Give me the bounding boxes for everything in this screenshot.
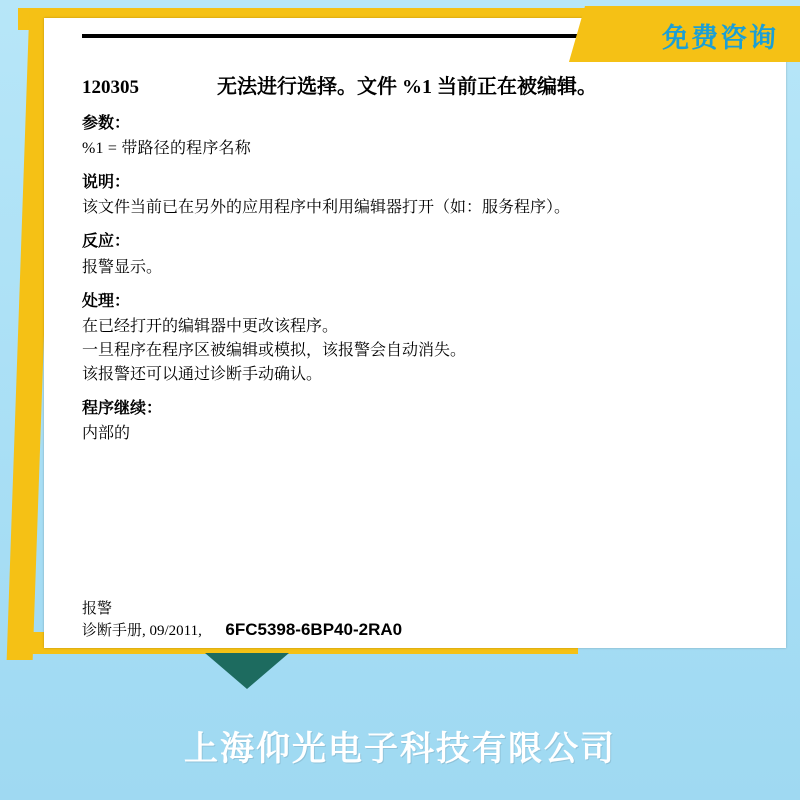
section-label-reaction: 反应： bbox=[82, 233, 131, 251]
section-text-program-continuation-0: 内部的 bbox=[82, 424, 131, 442]
section-text-remedy-0: 在已经打开的编辑器中更改该程序。 bbox=[82, 317, 339, 335]
triangle-accent bbox=[205, 653, 289, 689]
section-label-description: 说明： bbox=[82, 174, 131, 192]
section-text-description-0: 该文件当前已在另外的应用程序中利用编辑器打开（如：服务程序）。 bbox=[82, 199, 571, 217]
section-label-remedy: 处理： bbox=[82, 292, 131, 310]
document-footer bbox=[82, 599, 762, 642]
footer-manual-text: 诊断手册, 09/2011, bbox=[82, 623, 202, 640]
section-text-reaction-0: 报警显示。 bbox=[82, 258, 163, 276]
section-label-parameters: 参数： bbox=[82, 115, 131, 132]
section-text-remedy-1: 一旦程序在程序区被编辑或模拟，该报警会自动消失。 bbox=[82, 341, 467, 359]
document-page bbox=[44, 18, 786, 648]
alarm-code: 120305 bbox=[82, 77, 139, 98]
document-header bbox=[82, 70, 764, 99]
section-text-parameters-0: %1 = 带路径的程序名称 bbox=[82, 140, 251, 158]
footer-line-manual bbox=[82, 619, 762, 642]
free-consult-badge-label: 免费咨询 bbox=[662, 23, 778, 53]
document-body bbox=[82, 112, 764, 446]
footer-line-alarm: 报警 bbox=[82, 600, 113, 617]
document-content bbox=[82, 34, 764, 638]
footer-order-number: 6FC5398-6BP40-2RA0 bbox=[225, 620, 403, 640]
alarm-title: 无法进行选择。文件 %1 当前正在被编辑。 bbox=[217, 76, 597, 98]
company-name: 上海仰光电子科技有限公司 bbox=[184, 730, 616, 768]
section-text-remedy-2: 该报警还可以通过诊断手动确认。 bbox=[82, 365, 323, 383]
section-label-program-continuation: 程序继续： bbox=[82, 399, 163, 417]
